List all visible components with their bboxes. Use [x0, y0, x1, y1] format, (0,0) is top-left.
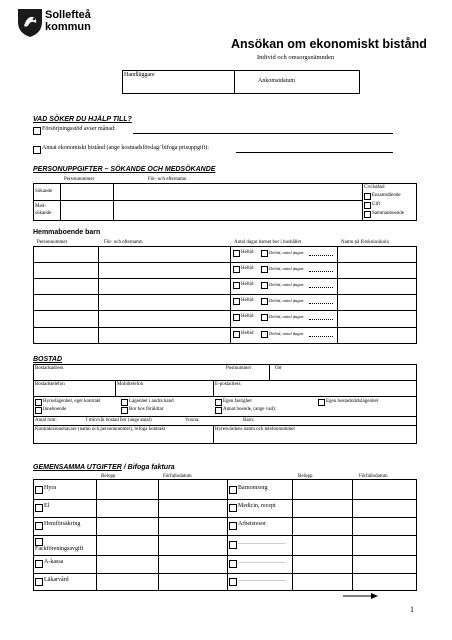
lakarvard-checkbox[interactable]	[35, 578, 43, 586]
row-medsokande-label-a: Med-	[35, 204, 46, 209]
personuppgifter-table	[33, 183, 417, 221]
fackforeningsavgift-checkbox[interactable]	[35, 538, 43, 546]
barn-col1	[98, 246, 99, 344]
gift-checkbox[interactable]	[364, 202, 371, 209]
barn-col-dagar: Antal dagar barnet bor i hushållet	[234, 240, 302, 245]
bor-foraldrar-label: Bor hos föräldrar	[129, 407, 164, 412]
belopp-header-left: Belopp	[101, 474, 116, 479]
deltid-field[interactable]	[309, 332, 333, 337]
deltid-checkbox[interactable]	[261, 282, 268, 289]
annat-bistand-line[interactable]	[236, 152, 393, 153]
egen-bostadsratt-label: Egen bostadsrättslägenhet	[326, 399, 379, 404]
personuppgifter-heading-a: PERSONUPPGIFTER	[33, 166, 103, 173]
annat-bistand-checkbox[interactable]	[33, 146, 41, 154]
bostad-v1	[269, 364, 270, 380]
medicin-checkbox[interactable]	[229, 504, 237, 512]
medicin-label: Medicin, recept	[238, 503, 276, 509]
utgifter-heading-a: GEMENSAMMA UTGIFTER	[33, 464, 122, 471]
egen-fastighet-label: Egen fastighet	[223, 399, 252, 404]
logo-line1: Sollefteå	[45, 9, 91, 21]
col-personnummer-label: Personnummer	[64, 177, 95, 182]
a-kassa-label: A-kassa	[44, 559, 64, 565]
handlaggare-label: Handläggare	[124, 72, 155, 78]
barn-col-forskola: Namn på förskola/skola	[341, 240, 389, 245]
utgifter-h3	[33, 535, 417, 536]
egen-fastighet-checkbox[interactable]	[215, 399, 222, 406]
barn-row-line	[33, 262, 417, 263]
personuppgifter-heading: PERSONUPPGIFTER – SÖKANDE OCH MEDSÖKANDE	[33, 166, 216, 173]
barn-col3	[337, 246, 338, 344]
hyra-label: Hyra	[44, 485, 56, 491]
el-label: El	[44, 503, 50, 509]
arrow-right-icon	[343, 592, 379, 600]
antal-rum-label: Antal rum:	[35, 418, 57, 423]
hyreslagenhet-checkbox[interactable]	[35, 399, 42, 406]
forsorjningsstod-label: Försörjningsstöd avser månad:	[42, 126, 116, 132]
barn-table	[33, 246, 417, 344]
personuppgifter-col2	[113, 183, 114, 221]
coat-of-arms-icon	[17, 8, 43, 38]
sammanboende-checkbox[interactable]	[364, 211, 371, 218]
bostad-v4	[213, 425, 214, 444]
other-2-checkbox[interactable]	[229, 560, 237, 568]
heltid-checkbox[interactable]	[233, 314, 240, 321]
deltid-checkbox[interactable]	[261, 314, 268, 321]
annat-boende-checkbox[interactable]	[215, 407, 222, 414]
vuxna-label: Vuxna:	[185, 418, 200, 423]
barn-row-line	[33, 278, 417, 279]
belopp-header-right: Belopp	[298, 474, 313, 479]
page-subtitle: Individ och omsorgsnämnden	[257, 54, 335, 61]
gift-label: Gift	[372, 202, 381, 207]
bor-foraldrar-checkbox[interactable]	[121, 407, 128, 414]
epost-label: E-postadress	[215, 382, 241, 387]
heltid-label: Heltid	[241, 331, 254, 336]
other-1-checkbox[interactable]	[229, 541, 237, 549]
arbetsresor-checkbox[interactable]	[229, 522, 237, 530]
deltid-checkbox[interactable]	[261, 266, 268, 273]
other-1-label: ……………………	[238, 540, 286, 546]
barnomsorg-label: Barnomsorg	[238, 485, 268, 491]
arbetsresor-label: Arbetsresor	[238, 521, 266, 527]
utgifter-h2	[33, 517, 417, 518]
barn-col2	[230, 246, 231, 344]
annat-bistand-label: Annat ekonomiskt bistånd (ange kostnadsförslag/ bifoga prisuppgift):	[42, 145, 209, 151]
vad-soker-heading: VAD SÖKER DU HJÄLP TILL?	[33, 116, 132, 123]
heltid-checkbox[interactable]	[233, 298, 240, 305]
el-checkbox[interactable]	[35, 504, 43, 512]
row-sokande-label: Sökande	[35, 189, 53, 194]
bostad-v3	[213, 380, 214, 396]
bostad-line-3	[33, 416, 417, 417]
deltid-label: Deltid, antal dagar	[269, 282, 304, 287]
personuppgifter-col1	[60, 183, 61, 221]
deltid-label: Deltid, antal dagar	[269, 331, 304, 336]
civilstand-label: Civilstånd	[364, 185, 385, 190]
heltid-checkbox[interactable]	[233, 282, 240, 289]
heltid-label: Heltid	[241, 314, 254, 319]
mobiltelefon-label: Mobiltelefon	[117, 382, 144, 387]
egen-bostadsratt-checkbox[interactable]	[318, 399, 325, 406]
inneboende-label: Inneboende	[43, 407, 67, 412]
deltid-checkbox[interactable]	[261, 331, 268, 338]
barnomsorg-checkbox[interactable]	[229, 486, 237, 494]
personuppgifter-col3	[362, 183, 363, 221]
deltid-field[interactable]	[309, 299, 333, 304]
other-3-checkbox[interactable]	[229, 578, 237, 586]
utgifter-heading: GEMENSAMMA UTGIFTER / Bifoga faktura	[33, 464, 175, 471]
barn-row-line	[33, 327, 417, 328]
fackforeningsavgift-label: Fackföreningsavgift	[35, 546, 84, 552]
barn-antal-label: Barn:	[243, 418, 255, 423]
hyreslagenhet-label: Hyreslägenhet, eget kontrakt	[43, 399, 101, 404]
deltid-label: Deltid, antal dagar	[269, 266, 304, 271]
lakarvard-label: Läkarvård	[44, 577, 69, 583]
lagenhet-andra-label: Lägenhet i andra hand	[129, 399, 174, 404]
annat-boende-label: Annat boende, (ange vad):	[223, 407, 277, 412]
bostad-v2	[115, 380, 116, 396]
utgifter-h1	[33, 499, 417, 500]
deltid-checkbox[interactable]	[261, 298, 268, 305]
hemforsakring-checkbox[interactable]	[35, 522, 43, 530]
forsorjningsstod-line[interactable]	[133, 133, 393, 134]
page-title: Ansökan om ekonomiskt bistånd	[231, 37, 427, 51]
forfallodatum-header-left: Förfallodatum	[163, 474, 192, 479]
sammanboende-label: Sammanboende	[372, 211, 404, 216]
deltid-field[interactable]	[309, 283, 333, 288]
forsorjningsstod-checkbox[interactable]	[33, 127, 41, 135]
utgifter-heading-b: Bifoga faktura	[127, 464, 175, 471]
heltid-label: Heltid	[241, 282, 254, 287]
utgifter-h4	[33, 555, 417, 556]
bostad-line-4	[33, 425, 417, 426]
barn-row-line	[33, 310, 417, 311]
bostad-heading: BOSTAD	[33, 356, 63, 363]
bostad-line-1	[33, 380, 417, 381]
heltid-label: Heltid	[241, 298, 254, 303]
min-var-bostad-label: I min/vår bostad bor (ange antal)	[86, 418, 152, 423]
heltid-checkbox[interactable]	[233, 250, 240, 257]
deltid-field[interactable]	[309, 267, 333, 272]
heltid-label: Heltid	[241, 266, 254, 271]
hemforsakring-label: Hemförsäkring	[44, 521, 81, 527]
hyra-checkbox[interactable]	[35, 486, 43, 494]
handlaggare-divider	[234, 70, 235, 94]
forfallodatum-header-right: Förfallodatum	[359, 474, 388, 479]
ensamstaende-label: Ensamstående	[372, 193, 401, 198]
a-kassa-checkbox[interactable]	[35, 560, 43, 568]
barn-row-line	[33, 294, 417, 295]
bostad-line-2	[33, 396, 417, 397]
ankomstdatum-label: Ankomstdatum	[258, 78, 295, 84]
bostadsadress-label: Bostadsadress	[35, 366, 64, 371]
heltid-checkbox[interactable]	[233, 266, 240, 273]
deltid-label: Deltid, antal dagar	[269, 314, 304, 319]
bostadstelefon-label: Bostadstelefon	[35, 382, 65, 387]
barn-heading: Hemmaboende barn	[33, 229, 101, 236]
handlaggare-box	[122, 70, 360, 94]
hyresvardens-label: Hyresvärdens namn och telefonnummer	[215, 427, 296, 432]
row-medsokande-label-b: sökande	[35, 211, 52, 216]
deltid-field[interactable]	[309, 251, 333, 256]
deltid-label: Deltid, antal dagar	[269, 298, 304, 303]
heltid-checkbox[interactable]	[233, 331, 240, 338]
kontraktsinnehavare-label: Kontraktsinnehavare (namn och personnummer), bifoga kontrakt	[35, 427, 166, 432]
ort-label: Ort	[275, 366, 282, 371]
lagenhet-andra-checkbox[interactable]	[121, 399, 128, 406]
other-2-label: ……………………	[238, 559, 286, 565]
deltid-field[interactable]	[309, 315, 333, 320]
deltid-checkbox[interactable]	[261, 250, 268, 257]
postnummer-label: Postnummer	[226, 366, 252, 371]
heltid-label: Heltid	[241, 250, 254, 255]
ensamstaende-checkbox[interactable]	[364, 193, 371, 200]
deltid-label: Deltid, antal dagar	[269, 250, 304, 255]
page-number: 1	[410, 605, 414, 614]
barn-col-namn: För- och efternamn	[104, 240, 143, 245]
inneboende-checkbox[interactable]	[35, 407, 42, 414]
other-3-label: ……………………	[238, 577, 286, 583]
personuppgifter-row-divider	[33, 200, 362, 201]
logo	[17, 6, 107, 40]
personuppgifter-heading-b: SÖKANDE OCH MEDSÖKANDE	[110, 166, 216, 173]
logo-line2: kommun	[45, 21, 91, 33]
col-namn-label: För- och efternamn	[148, 177, 187, 182]
barn-col-personnummer: Personnummer	[37, 240, 68, 245]
utgifter-h5	[33, 573, 417, 574]
